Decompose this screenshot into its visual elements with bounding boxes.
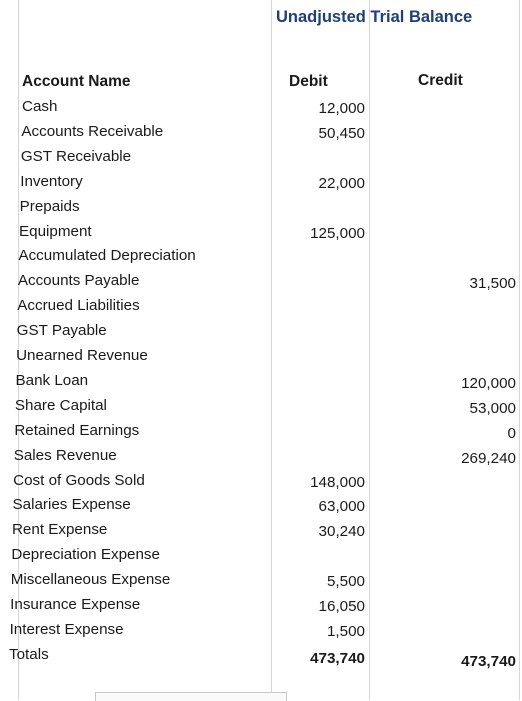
credit-cell: 53,000 — [469, 399, 516, 417]
account-name-cell: Prepaids — [19, 197, 80, 215]
debit-cell: 30,240 — [318, 523, 365, 541]
account-name-cell: Salaries Expense — [12, 496, 131, 514]
credit-cell: 31,500 — [469, 275, 516, 293]
account-name-cell: GST Payable — [16, 322, 107, 340]
debit-cell: 63,000 — [318, 498, 365, 516]
credit-header: Credit — [418, 72, 463, 89]
totals-label: Totals — [9, 645, 49, 663]
grid-line — [369, 0, 370, 700]
account-name-cell: Retained Earnings — [14, 421, 140, 439]
account-name-cell: Equipment — [19, 222, 92, 240]
page-title: Unadjusted Trial Balance — [276, 8, 473, 26]
totals-credit: 473,740 — [461, 652, 516, 670]
account-name-cell: Depreciation Expense — [11, 546, 160, 564]
totals-debit: 473,740 — [310, 649, 365, 667]
debit-cell: 12,000 — [318, 100, 365, 117]
grid-line — [519, 0, 520, 700]
account-name-cell: Cash — [22, 98, 58, 115]
debit-cell: 1,500 — [326, 622, 365, 640]
account-name-cell: GST Receivable — [20, 147, 132, 165]
debit-header: Debit — [289, 73, 328, 90]
account-name-cell: Accounts Receivable — [21, 122, 164, 140]
account-name-cell: Insurance Expense — [10, 596, 141, 613]
account-name-cell: Accrued Liabilities — [17, 297, 140, 315]
account-name-cell: Cost of Goods Sold — [13, 471, 145, 489]
account-name-cell: Miscellaneous Expense — [10, 571, 171, 589]
grid-line — [271, 0, 272, 700]
debit-cell: 148,000 — [310, 473, 365, 491]
account-name-cell: Bank Loan — [15, 371, 89, 389]
account-name-cell: Accumulated Depreciation — [18, 247, 196, 265]
debit-cell: 22,000 — [318, 174, 365, 192]
account-name-cell: Share Capital — [14, 396, 107, 414]
account-name-cell: Interest Expense — [9, 620, 124, 638]
account-name-cell: Inventory — [20, 172, 83, 190]
account-name-cell: Unearned Revenue — [16, 347, 148, 364]
account-name-cell: Rent Expense — [11, 521, 108, 539]
credit-cell: 120,000 — [461, 374, 516, 392]
account-name-cell: Accounts Payable — [17, 272, 140, 290]
debit-cell: 16,050 — [318, 598, 365, 615]
account-name-header: Account Name — [22, 73, 131, 90]
credit-cell: 0 — [507, 424, 516, 442]
debit-cell: 5,500 — [326, 573, 365, 591]
account-name-cell: Sales Revenue — [13, 446, 117, 464]
debit-cell: 50,450 — [318, 124, 365, 142]
credit-cell: 269,240 — [461, 449, 516, 467]
debit-cell: 125,000 — [310, 224, 365, 242]
